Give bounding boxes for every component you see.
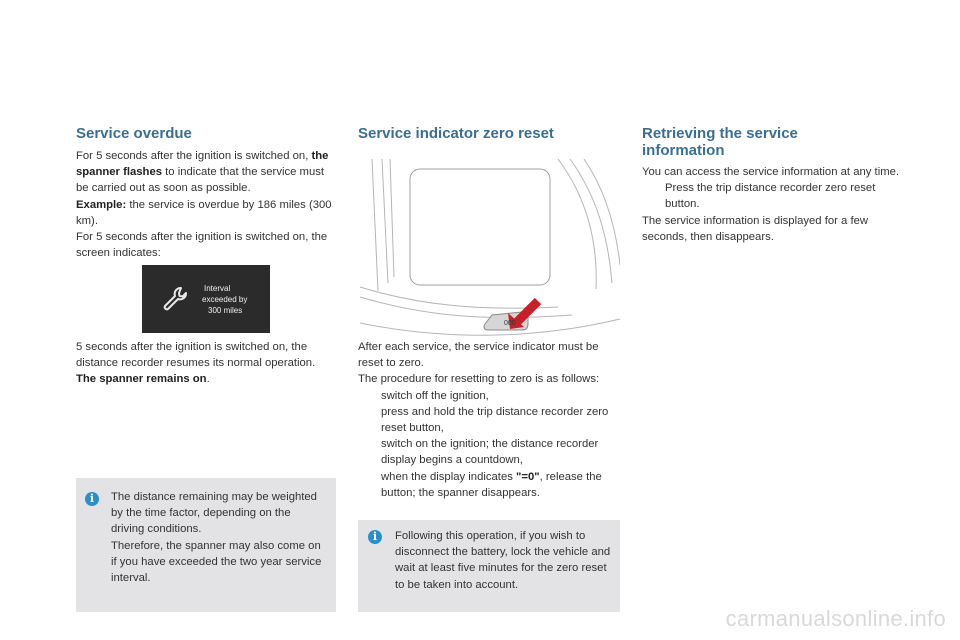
zero-reset-text: After each service, the service indicator must be reset to zero. The procedure for resetting to zero is as follows: switch off the ignition, press and hold the trip distance recorder zero reset button, switch on the ignition; the distance recorder display begins a countdown, when the display indicates "=0", release the button; the spanner disappears.	[358, 339, 622, 501]
watermark: carmanualsonline.info	[725, 606, 946, 631]
list-item: Press the trip distance recorder zero reset button.	[665, 182, 876, 211]
list-item: press and hold the trip distance recorder zero reset button,	[381, 405, 609, 435]
retrieving-text: You can access the service information at any time. Press the trip distance recorder zero reset button. The service information is displayed for a few seconds, then disappears.	[642, 164, 904, 245]
list-item: when the display indicates "=0", release the button; the spanner disappears.	[381, 470, 602, 499]
reset-button-label: 000	[504, 320, 516, 327]
note-box-battery	[358, 520, 620, 612]
display-line-3: 300 miles	[208, 306, 243, 315]
service-overdue-text: For 5 seconds after the ignition is switched on, the spanner flashes to indicate that the service must be carried out as soon as possible. Example: the service is overdue by 186 miles (300 km). For 5 seconds after the ignition is switched on, the screen indicates:	[76, 150, 332, 260]
info-icon: i	[85, 492, 99, 506]
heading-service-overdue: Service overdue	[76, 125, 192, 142]
info-icon: i	[368, 530, 382, 544]
list-item: switch on the ignition; the distance recorder display begins a countdown,	[381, 438, 599, 467]
instrument-cluster-illustration	[358, 155, 620, 345]
dashboard-display-image	[142, 265, 270, 333]
list-item: switch off the ignition,	[381, 389, 489, 402]
display-line-2: exceeded by	[202, 295, 248, 304]
note-text: The distance remaining may be weighted by the time factor, depending on the driving conditions.	[111, 491, 317, 536]
note-box-distance	[76, 478, 336, 612]
heading-zero-reset: Service indicator zero reset	[358, 125, 554, 142]
heading-retrieving: Retrieving the service information	[642, 125, 798, 159]
spanner-icon	[160, 284, 190, 314]
note-text: Following this operation, if you wish to disconnect the battery, lock the vehicle and wait at least five minutes for the zero reset to be taken into account.	[395, 530, 611, 591]
note-text-2: Therefore, the spanner may also come on if you have exceeded the two year service interval.	[111, 539, 322, 585]
display-line-1: Interval	[204, 284, 231, 293]
spanner-remains-text: 5 seconds after the ignition is switched on, the distance recorder resumes its normal operation. The spanner remains on.	[76, 341, 316, 386]
